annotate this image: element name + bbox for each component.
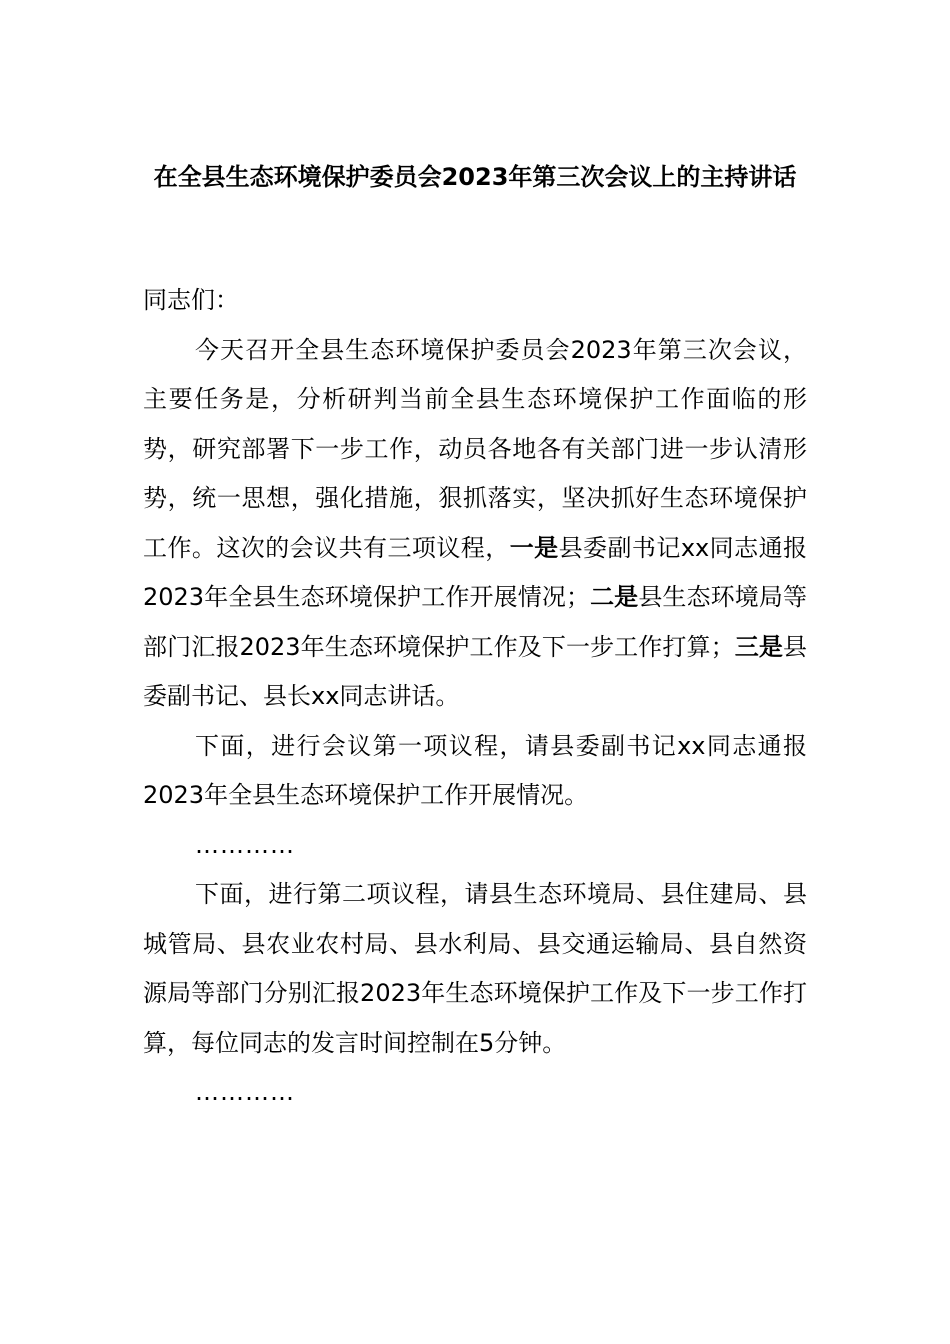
document-title: 在全县生态环境保护委员会2023年第三次会议上的主持讲话	[153, 163, 797, 191]
agenda-intro: 今天召开全县生态环境保护委员会2023年第三次会议，主要任务是，分析研判当前全县生态环境保护工作面临的形势，研究部署下一步工作，动员各地各有关部门进一步认清形势，统一思想，强化措施，狠抓落实，坚决抓好生态环境保护工作。这次的会议共有三项议程，	[143, 335, 807, 562]
agenda-item-2-label: 二是	[589, 583, 639, 611]
document-body	[143, 276, 807, 1118]
agenda-item-3-label: 三是	[734, 632, 784, 661]
second-agenda-paragraph: 下面，进行第二项议程，请县生态环境局、县住建局、县城管局、县农业农村局、县水利局、县交通运输局、县自然资源局等部门分别汇报2023年生态环境保护工作及下一步工作打算，每位同志的发言时间控制在5分钟。	[143, 880, 807, 1057]
ellipsis-2: …………	[195, 1078, 295, 1106]
ellipsis-1: …………	[195, 830, 295, 859]
agenda-item-2-text: 县生态环境局等部门汇报2023年生态环境保护工作及下一步工作打算；	[143, 583, 808, 661]
first-agenda-paragraph: 下面，进行会议第一项议程，请县委副书记xx同志通报2023年全县生态环境保护工作开展情况。	[143, 731, 807, 809]
agenda-item-1-text: 县委副书记xx同志通报2023年全县生态环境保护工作开展情况；	[143, 533, 808, 611]
agenda-item-3-text: 县委副书记、县长xx同志讲话。	[143, 632, 808, 710]
agenda-item-1-label: 一是	[509, 533, 559, 562]
agenda-paragraph	[143, 326, 807, 722]
salutation: 同志们：	[143, 286, 239, 314]
